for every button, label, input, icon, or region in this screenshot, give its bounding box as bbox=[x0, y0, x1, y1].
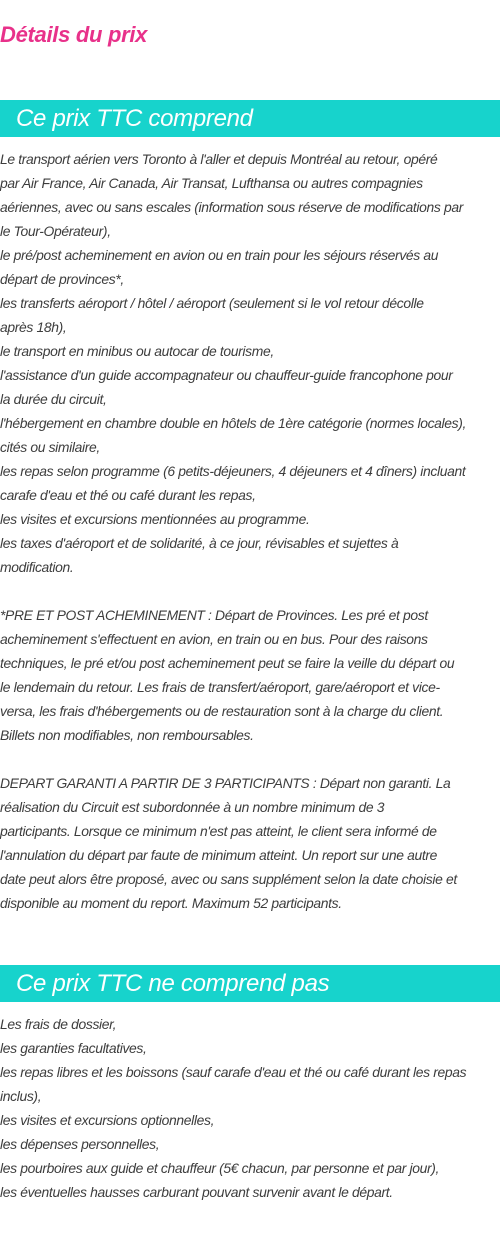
note-line: disponible au moment du report. Maximum 52 participants. bbox=[0, 895, 342, 911]
note-line: Billets non modifiables, non remboursables. bbox=[0, 727, 254, 743]
includes-line: aériennes, avec ou sans escales (information sous réserve de modifications par bbox=[0, 199, 463, 215]
includes-line: l'assistance d'un guide accompagnateur ou chauffeur-guide francophone pour bbox=[0, 367, 453, 383]
excludes-section-header bbox=[0, 965, 500, 1002]
excludes-line: les éventuelles hausses carburant pouvant survenir avant le départ. bbox=[0, 1184, 393, 1200]
note-line: techniques, le pré et/ou post acheminement peut se faire la veille du départ ou bbox=[0, 655, 455, 671]
excludes-line: les garanties facultatives, bbox=[0, 1040, 147, 1056]
excludes-heading: Ce prix TTC ne comprend pas bbox=[16, 970, 330, 997]
excludes-line: les visites et excursions optionnelles, bbox=[0, 1112, 215, 1128]
note-line: acheminement s'effectuent en avion, en train ou en bus. Pour des raisons bbox=[0, 631, 428, 647]
includes-list bbox=[0, 147, 500, 579]
excludes-line: les dépenses personnelles, bbox=[0, 1136, 160, 1152]
note-line: *PRE ET POST ACHEMINEMENT : Départ de Provinces. Les pré et post bbox=[0, 607, 428, 623]
pre-post-acheminement-note bbox=[0, 603, 500, 747]
note-line: l'annulation du départ par faute de minimum atteint. Un report sur une autre bbox=[0, 847, 438, 863]
note-line: date peut alors être proposé, avec ou sans supplément selon la date choisie et bbox=[0, 871, 457, 887]
includes-line: le transport en minibus ou autocar de tourisme, bbox=[0, 343, 274, 359]
guaranteed-departure-note bbox=[0, 771, 500, 915]
excludes-line: Les frais de dossier, bbox=[0, 1016, 117, 1032]
note-line: le lendemain du retour. Les frais de transfert/aéroport, gare/aéroport et vice- bbox=[0, 679, 440, 695]
includes-line: carafe d'eau et thé ou café durant les repas, bbox=[0, 487, 256, 503]
includes-line: les visites et excursions mentionnées au programme. bbox=[0, 511, 310, 527]
includes-line: modification. bbox=[0, 559, 74, 575]
includes-line: par Air France, Air Canada, Air Transat, Lufthansa ou autres compagnies bbox=[0, 175, 423, 191]
includes-line: Le transport aérien vers Toronto à l'aller et depuis Montréal au retour, opéré bbox=[0, 151, 438, 167]
includes-section-header bbox=[0, 100, 500, 137]
note-line: DEPART GARANTI A PARTIR DE 3 PARTICIPANTS : Départ non garanti. La bbox=[0, 775, 451, 791]
note-line: participants. Lorsque ce minimum n'est pas atteint, le client sera informé de bbox=[0, 823, 437, 839]
excludes-list bbox=[0, 1012, 500, 1204]
page-title: Détails du prix bbox=[0, 22, 148, 47]
note-line: réalisation du Circuit est subordonnée à un nombre minimum de 3 bbox=[0, 799, 385, 815]
includes-line: les repas selon programme (6 petits-déjeuners, 4 déjeuners et 4 dîners) incluant bbox=[0, 463, 466, 479]
excludes-line: inclus), bbox=[0, 1088, 42, 1104]
includes-line: les transferts aéroport / hôtel / aéroport (seulement si le vol retour décolle bbox=[0, 295, 424, 311]
note-line: versa, les frais d'hébergements ou de restauration sont à la charge du client. bbox=[0, 703, 444, 719]
includes-line: les taxes d'aéroport et de solidarité, à ce jour, révisables et sujettes à bbox=[0, 535, 399, 551]
includes-line: le Tour-Opérateur), bbox=[0, 223, 111, 239]
excludes-line: les pourboires aux guide et chauffeur (5€ chacun, par personne et par jour), bbox=[0, 1160, 440, 1176]
includes-heading: Ce prix TTC comprend bbox=[16, 105, 253, 132]
includes-line: départ de provinces*, bbox=[0, 271, 124, 287]
excludes-line: les repas libres et les boissons (sauf carafe d'eau et thé ou café durant les repas bbox=[0, 1064, 467, 1080]
includes-line: après 18h), bbox=[0, 319, 67, 335]
includes-line: le pré/post acheminement en avion ou en train pour les séjours réservés au bbox=[0, 247, 439, 263]
includes-line: la durée du circuit, bbox=[0, 391, 107, 407]
includes-line: l'hébergement en chambre double en hôtels de 1ère catégorie (normes locales), bbox=[0, 415, 467, 431]
includes-line: cités ou similaire, bbox=[0, 439, 100, 455]
